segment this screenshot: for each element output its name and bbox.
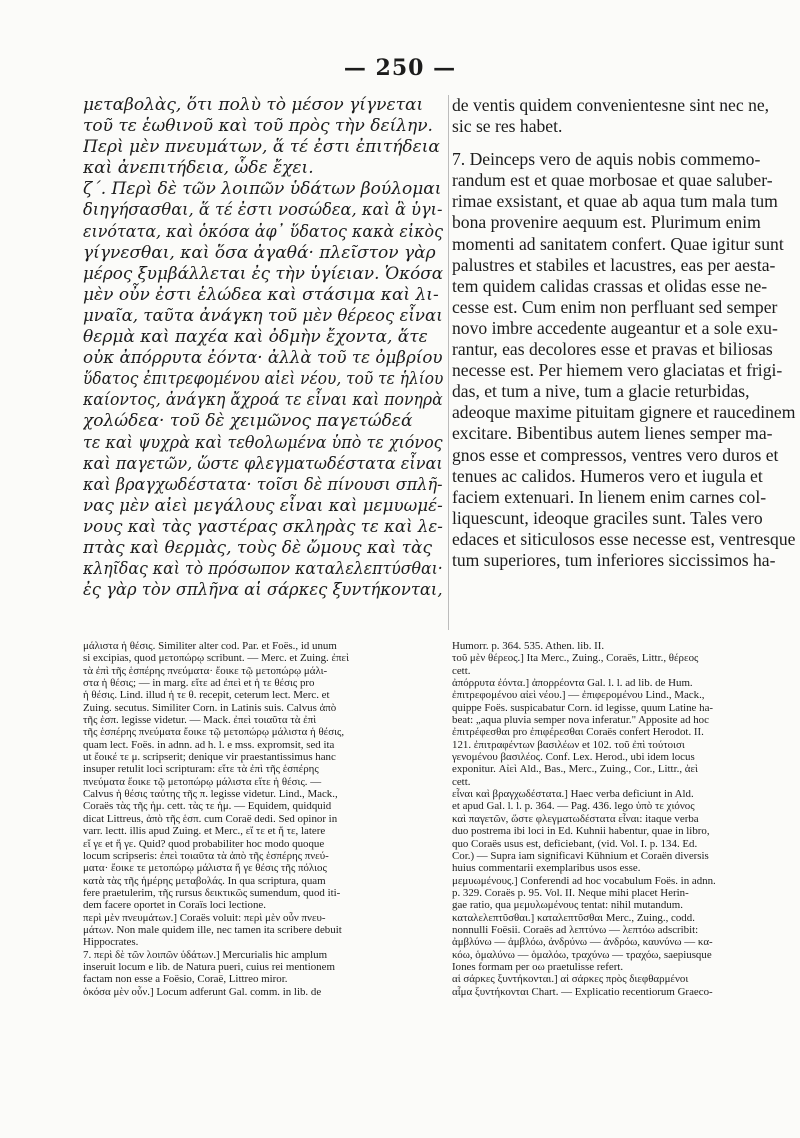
greek-text-line: καίοντος, ἀνάγκη ἄχροά τε εἶναι καὶ πονηρὰ xyxy=(83,390,443,411)
latin-text-line: adeoque maxime pituitam gignere et raucedinem xyxy=(452,402,796,423)
footnote-line: αἷμα ξυντήκονται Chart. — Explicatio recentiorum Graeco- xyxy=(452,985,713,998)
latin-text-line: palustres et stabiles et lacustres, eas per aesta- xyxy=(452,254,776,275)
footnote-line: Iones formam per οω praetulisse refert. xyxy=(452,960,624,973)
greek-text-line: πτὰς καὶ θερμὰς, τοὺς δὲ ὤμους καὶ τὰς xyxy=(83,537,433,558)
footnote-line: ὁκόσα μὲν οὖν.] Locum adferunt Gal. comm. in lib. de xyxy=(83,985,322,998)
greek-text-line: τε καὶ ψυχρὰ καὶ τεθολωμένα ὑπὸ τε χιόνος xyxy=(83,432,443,453)
latin-text-line: 7. Deinceps vero de aquis nobis commemo- xyxy=(452,149,761,170)
latin-text-line xyxy=(452,137,797,149)
footnote-line: exponitur. Αἰεὶ Ald., Bas., Merc., Zuing., Cor., Littr., ἀεὶ xyxy=(452,763,698,776)
footnote-line: cett. xyxy=(452,664,471,677)
footnote-line: εἶναι καὶ βραγχωδέστατα.] Haec verba deficiunt in Ald. xyxy=(452,788,694,801)
footnote-line: γενομένου βασιλέος. Conf. Lex. Herod., ubi idem locus xyxy=(452,751,695,764)
footnote-line: ἀπόρρυτα ἐόντα.] ἀπορρέοντα Gal. l. l. ad lib. de Hum. xyxy=(452,677,693,690)
greek-text-line: ζ´. Περὶ δὲ τῶν λοιπῶν ὑδάτων βούλομαι xyxy=(83,179,442,200)
footnote-line: insuper retulit loci scripturam: εἴτε τὰ ἐπὶ τῆς ἑσπέρης xyxy=(83,763,319,776)
greek-text-line: νας μὲν αἰεὶ μεγάλους εἶναι καὶ μεμυωμέ- xyxy=(83,495,443,516)
footnote-line: ἐπιτρέφεσθαι pro ἐπιφέρεσθαι Coraës confert Herodot. II. xyxy=(452,726,704,739)
footnote-line: ἐπιτρεφομένου αἰεὶ νέου.] — ἐπιφερομένου Lind., Mack., xyxy=(452,689,705,702)
footnote-line: τῆς ἑσπ. legisse videtur. — Mack. ἐπεὶ τοιαῦτα τὰ ἐπὶ xyxy=(83,714,317,727)
footnote-line: στα ἡ θέσις; — in marg. εἴτε ad ἐπεὶ et ἡ τε θέσις pro xyxy=(83,677,315,690)
footnote-line: Cor.) — Supra iam significavi Kühnium et Coraën diversis xyxy=(452,849,709,862)
latin-text-line: faciem extenuari. In lienem enim carnes col- xyxy=(452,486,767,507)
footnote-line: huius commentarii exemplaribus usos esse. xyxy=(452,862,641,875)
footnotes-right-column xyxy=(452,640,797,1118)
footnote-line: locum scripseris: ἐπεὶ τοιαῦτα τὰ ἀπὸ τῆς ἑσπέρης πνεύ- xyxy=(83,849,329,862)
footnote-line: κόω, ὁμαλύνω — ὁμαλόω, τραχύνω — τραχόω, saepiusque xyxy=(452,948,712,961)
latin-text-line: rantur, eas decolores esse et pravas et biliosas xyxy=(452,339,773,360)
latin-text-line: tenues ac calidos. Humeros vero et iugula et xyxy=(452,465,763,486)
latin-text-line: randum est et quae morbosae et quae saluber- xyxy=(452,170,773,191)
footnote-line: 7. περὶ δὲ τῶν λοιπῶν ὑδάτων.] Mercurialis hic amplum xyxy=(83,948,328,961)
greek-text-line: μὲν οὖν ἐστι ἑλώδεα καὶ στάσιμα καὶ λι- xyxy=(83,284,439,305)
greek-text-line: νους καὶ τὰς γαστέρας σκληρὰς τε καὶ λε- xyxy=(83,516,443,537)
footnote-line: gae ratio, qua μεμυλωμένους tentat: nihil mutandum. xyxy=(452,899,683,912)
latin-text-line: edaces et siticulosos esse necesse est, ventresque xyxy=(452,528,796,549)
greek-text-line: μέρος ξυμβάλλεται ἐς τὴν ὑγίειαν. Ὁκόσα xyxy=(83,263,443,284)
footnote-line: nonnulli Foësii. Coraës ad λεπτύνω — λεπτόω adscribit: xyxy=(452,923,699,936)
greek-text-line: καὶ ἀνεπιτήδεια, ὧδε ἔχει. xyxy=(83,158,314,179)
greek-text-line: καὶ βραγχωδέστατα· τοῖσι δὲ πίνουσι σπλῆ- xyxy=(83,474,443,495)
greek-text-column xyxy=(83,95,443,630)
latin-text-line: bona provenire aequum est. Plurimum enim xyxy=(452,212,761,233)
footnote-line: αἱ σάρκες ξυντήκονται.] αἱ σάρκες πρὸς διεφθαρμένοι xyxy=(452,973,689,986)
footnote-line: dicat Littreus, ἀπὸ τῆς ἑσπ. cum Coraë dedi. Sed opinor in xyxy=(83,812,338,825)
latin-text-line: das, et tum a nive, tum a glacie returbidas, xyxy=(452,381,750,402)
greek-text-line: καὶ παγετῶν, ὥστε φλεγματωδέστατα εἶναι xyxy=(83,453,443,474)
footnote-line: ἡ θέσις. Lind. illud ἡ τε θ. recepit, ceterum lect. Merc. et xyxy=(83,689,330,702)
footnote-line: si excipias, quod μετοπώρῳ scribunt. — Merc. et Zuing. ἐπεὶ xyxy=(83,652,350,665)
greek-text-line: χολώδεα· τοῦ δὲ χειμῶνος παγετώδεά xyxy=(83,411,413,432)
latin-text-line: tem quidem calidas crassas et olidas esse ne- xyxy=(452,275,768,296)
greek-text-line: διηγήσασθαι, ἅ τέ ἐστι νοσώδεα, καὶ ἃ ὑγι- xyxy=(83,200,443,221)
footnote-line: πνεύματα ἔοικε τῷ μετοπώρῳ μάλιστα εἴτε ἡ θέσις. — xyxy=(83,775,322,788)
footnote-line: Calvus ἡ θέσις ταύτης τῆς π. legisse videtur. Lind., Mack., xyxy=(83,788,338,801)
footnote-line: dem facere oportet in Coraïs loci lectione. xyxy=(83,899,266,912)
footnote-line: fere praetulerim, τῆς rursus δεικτικῶς sumendum, quod iti- xyxy=(83,886,341,899)
footnote-line: quo Coraës usus est, deficiebant, (vid. Vol. I. p. 134. Ed. xyxy=(452,837,698,850)
footnote-line: κατὰ τὰς τῆς ἡμέρης μεταβολάς. In qua scriptura, quam xyxy=(83,874,326,887)
footnote-line: τὰ ἐπὶ τῆς ἑσπέρης πνεύματα· ἔοικε τῷ μετοπώρῳ μάλι- xyxy=(83,664,328,677)
footnote-line: p. 329. Coraës p. 95. Vol. II. Neque mihi placet Herin- xyxy=(452,886,689,899)
latin-text-line: novo imbre accedente augeantur et a sole exu- xyxy=(452,317,778,338)
footnote-line: τῆς ἑσπέρης πνεύματα ἔοικε τῷ μετοπώρῳ μάλιστα ἡ θέσις, xyxy=(83,726,345,739)
footnote-line: εἴ γε et ἥ γε. Quid? quod probabiliter hoc modo quoque xyxy=(83,837,325,850)
footnote-line: cett. xyxy=(452,775,471,788)
latin-text-line: excitare. Bibentibus autem lienes semper ma- xyxy=(452,423,773,444)
latin-text-line: tum superiores, tum inferiores siccissimos ha- xyxy=(452,549,776,570)
footnote-line: quam lect. Foës. in adnn. ad h. l. e mss. expromsit, sed ita xyxy=(83,738,335,751)
footnote-line: Coraës τὰς τῆς ἡμ. cett. τὰς τε ἡμ. — Equidem, quidquid xyxy=(83,800,332,813)
footnote-line: Hippocrates. xyxy=(83,936,139,949)
footnote-line: περὶ μὲν πνευμάτων.] Coraës voluit: περὶ μὲν οὖν πνευ- xyxy=(83,911,326,924)
latin-text-line: sic se res habet. xyxy=(452,116,563,137)
footnote-line: καταλελεπτῦσθαι.] καταλεπτῦσθαι Merc., Zuing., codd. xyxy=(452,911,695,924)
latin-text-line: necesse est. Per hiemem vero glaciatas et frigi- xyxy=(452,360,783,381)
footnote-line: τοῦ μὲν θέρεος.] Ita Merc., Zuing., Coraës, Littr., θέρεος xyxy=(452,652,699,665)
column-divider xyxy=(448,95,449,630)
footnote-line: μεμυωμένους.] Conferendi ad hoc vocabulum Foës. in adnn. xyxy=(452,874,716,887)
greek-text-line: μναῖα, ταῦτα ἀνάγκη τοῦ μὲν θέρεος εἶναι xyxy=(83,305,443,326)
latin-text-line: de ventis quidem convenientesne sint nec ne, xyxy=(452,95,770,115)
latin-text-line: cesse est. Cum enim non perfluant sed semper xyxy=(452,296,778,317)
latin-text-line: rimae exsistant, et quae ab aqua tum mala tum xyxy=(452,191,778,212)
greek-text-line: Περὶ μὲν πνευμάτων, ἅ τέ ἐστι ἐπιτήδεια xyxy=(83,137,440,158)
footnote-line: ἀμβλύνω — ἀμβλόω, ἀνδρύνω — ἀνδρόω, καυνύνω — κα- xyxy=(452,936,713,949)
footnote-line: καὶ παγετῶν, ὥστε φλεγματωδέστατα εἶναι: itaque verba xyxy=(452,812,699,825)
footnote-line: Humorr. p. 364. 535. Athen. lib. II. xyxy=(452,640,605,652)
footnote-line: μάτων. Non male quidem ille, nec tamen ita scribere debuit xyxy=(83,923,342,936)
latin-text-line: momenti ad sanitatem confert. Quae igitur sunt xyxy=(452,233,784,254)
footnote-line: factam non esse a Foësio, Coraë, Littreo miror. xyxy=(83,973,288,986)
greek-text-line: μεταβολὰς, ὅτι πολὺ τὸ μέσον γίγνεται xyxy=(83,95,424,115)
latin-text-line: gnos esse et compressos, ventres vero duros et xyxy=(452,444,779,465)
footnote-line: varr. lectt. illis apud Zuing. et Merc., εἴ τε et ἥ τε, latere xyxy=(83,825,326,838)
footnotes-left-column xyxy=(83,640,443,1118)
footnote-line: beat: „aqua pluvia semper nova inferatur." Apposite ad hoc xyxy=(452,714,709,727)
greek-text-line: κληῖδας καὶ τὸ πρόσωπον καταλελεπτύσθαι· xyxy=(83,559,443,580)
footnote-line: Zuing. secutus. Similiter Corn. in Latinis suis. Calvus ἀπὸ xyxy=(83,701,337,714)
greek-text-line: ὕδατος ἐπιτρεφομένου αἰεὶ νέου, τοῦ τε ἡλίου xyxy=(83,369,443,390)
greek-text-line: οὐκ ἀπόρρυτα ἐόντα· ἀλλὰ τοῦ τε ὀμβρίου xyxy=(83,348,443,369)
page-number: — 250 — xyxy=(343,55,457,81)
footnote-line: μάλιστα ἡ θέσις. Similiter alter cod. Par. et Foës., id unum xyxy=(83,640,337,652)
greek-text-line: ἐς γὰρ τὸν σπλῆνα αἱ σάρκες ξυντήκονται, xyxy=(83,580,443,601)
latin-text-line: liquescunt, ideoque graciles sunt. Tales vero xyxy=(452,507,763,528)
footnote-line: ut ἔοικέ τε μ. scripserit; denique vir praestantissimus hanc xyxy=(83,751,336,764)
footnote-line: duo postrema ibi loci in Ed. Kuhnii habentur, quae in libro, xyxy=(452,825,710,838)
footnote-line: et apud Gal. l. l. p. 364. — Pag. 436. lego ὑπὸ τε χιόνος xyxy=(452,800,695,813)
greek-text-line: εινότατα, καὶ ὁκόσα ἀφ᾽ ὕδατος κακὰ εἰκὸς xyxy=(83,221,443,242)
footnote-line: 121. ἐπιτραφέντων βασιλέων et 102. τοῦ ἐπὶ τούτοισι xyxy=(452,738,685,751)
greek-text-line: τοῦ τε ἑωθινοῦ καὶ τοῦ πρὸς τὴν δείλην. xyxy=(83,116,433,137)
footnote-line: quippe Foës. suspicabatur Corn. id legisse, quum Latine ha- xyxy=(452,701,714,714)
greek-text-line: γίγνεσθαι, καὶ ὅσα ἀγαθά· πλεῖστον γὰρ xyxy=(83,242,436,263)
latin-translation-column xyxy=(452,95,797,630)
footnote-line: inseruit locum e lib. de Natura pueri, cuius rei mentionem xyxy=(83,960,335,973)
footnote-line: ματα· ἔοικε τε μετοπώρῳ μάλιστα ἥ γε θέσις τῆς πόλιος xyxy=(83,862,327,875)
greek-text-line: θερμὰ καὶ παχέα καὶ ὀδμὴν ἔχοντα, ἅτε xyxy=(83,327,428,348)
